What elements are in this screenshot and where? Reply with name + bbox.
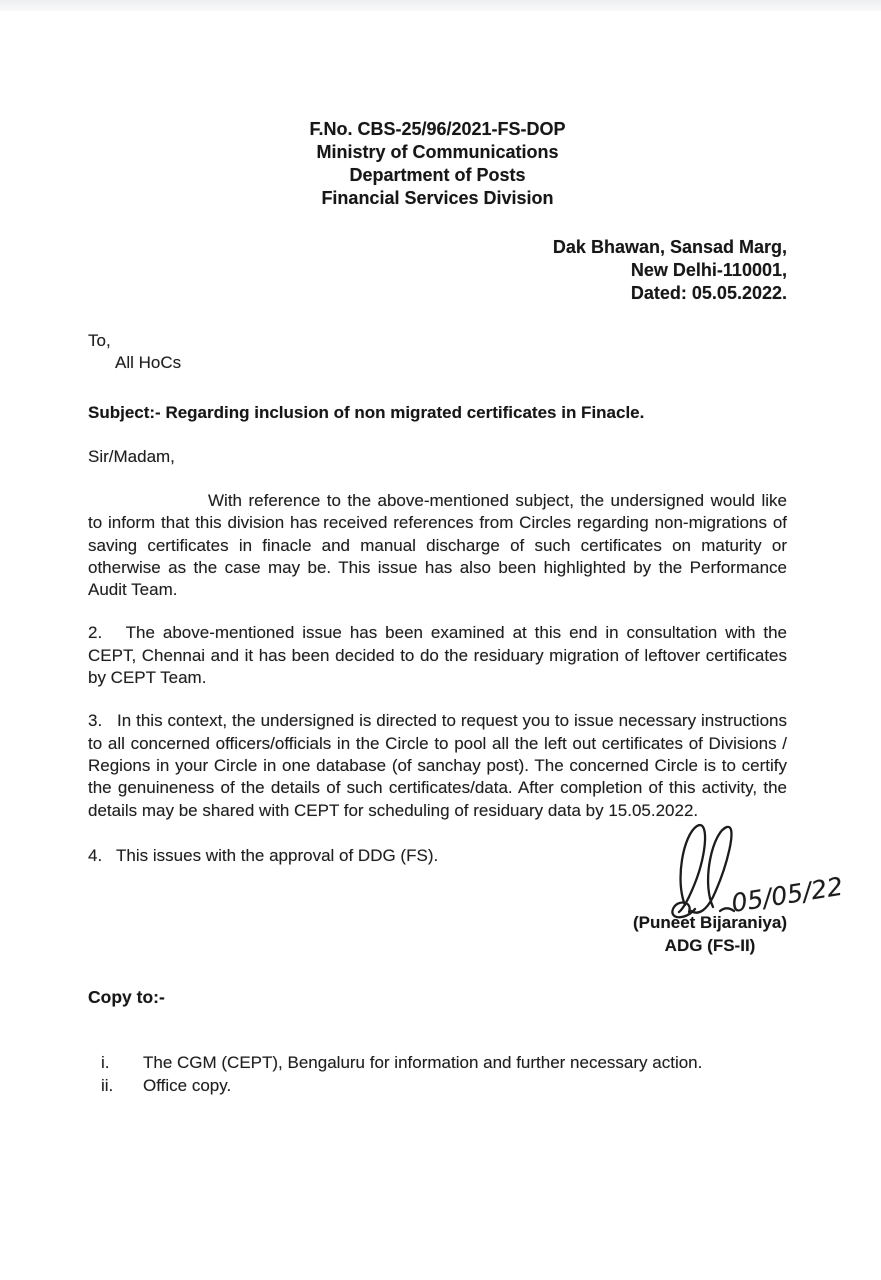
ministry-line: Ministry of Communications [316, 142, 559, 162]
copy-item-marker: i. [101, 1053, 110, 1073]
department-line: Department of Posts [349, 165, 526, 185]
scan-edge-artifact [0, 0, 881, 11]
copy-item [88, 1074, 787, 1097]
office-address-line-1: Dak Bhawan, Sansad Marg, [552, 237, 787, 257]
paragraph-4: 4. This issues with the approval of DDG (FS). [88, 845, 439, 865]
paragraph-2: 2. The above-mentioned issue has been examined at this end in consultation with the CEPT, Chennai and it has been decided to do the residuary migration of leftover certificates by CEPT Team. [88, 623, 787, 688]
copy-item-marker: ii. [101, 1076, 114, 1096]
office-address-block [88, 236, 787, 305]
signature-area [88, 845, 845, 918]
copy-to-heading: Copy to:- [88, 987, 165, 1008]
signature-scrawl [635, 819, 845, 927]
copy-item-text: The CGM (CEPT), Bengaluru for information and further necessary action. [143, 1053, 703, 1073]
paragraph-1: With reference to the above-mentioned subject, the undersigned would like to inform that this division has received references from Circles regarding non-migrations of saving certificates in finacle and manual discharge of such certificates on maturity or otherwise as the case may be. This issue has also been highlighted by the Performance Audit Team. [88, 491, 787, 600]
copy-item [88, 1051, 787, 1074]
letterhead [88, 118, 787, 210]
copy-list [88, 1051, 787, 1097]
signatory-designation: ADG (FS-II) [664, 936, 756, 956]
to-label: To, [88, 331, 111, 350]
paragraph-3: 3. In this context, the undersigned is directed to request you to issue necessary instructions to all concerned officers/officials in the Circle to pool all the left out certificates of Divisions / Regions in your Circle in one database (of sanchay post). The concerned Circle is to certify the genuineness of the details of such certificates/data. After completion of this activity, the details may be shared with CEPT for scheduling of residuary data by 15.05.2022. [88, 711, 787, 820]
office-address-line-2: New Delhi-110001, [630, 260, 787, 280]
handwritten-date: 05/05/22 [729, 871, 845, 918]
division-line: Financial Services Division [321, 188, 554, 208]
recipient-name: All HoCs [115, 353, 182, 372]
handwritten-signature [635, 819, 845, 927]
subject-line: Subject:- Regarding inclusion of non migrated certificates in Finacle. [88, 403, 645, 422]
file-number: F.No. CBS-25/96/2021-FS-DOP [309, 119, 566, 139]
signatory-name: (Puneet Bijaraniya) [633, 913, 787, 933]
recipient-block [88, 330, 787, 374]
salutation: Sir/Madam, [88, 447, 175, 466]
copy-item-text: Office copy. [143, 1076, 232, 1096]
letter-date: Dated: 05.05.2022. [630, 283, 787, 303]
